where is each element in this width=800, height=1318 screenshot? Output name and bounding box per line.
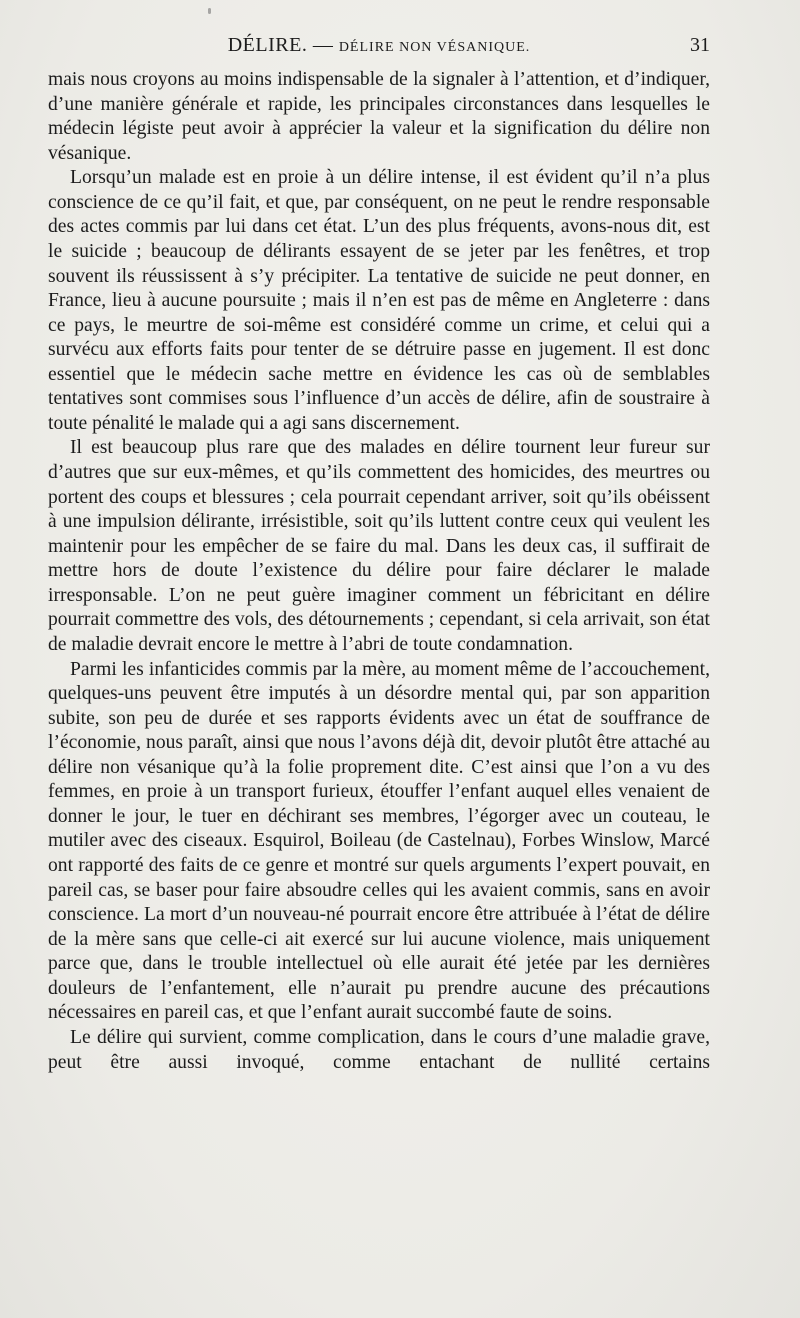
page-number: 31 — [690, 34, 710, 56]
paragraph: Lorsqu’un malade est en proie à un délire intense, il est évident qu’il n’a plus conscience de ce qu’il fait, et que, par conséquent, on ne peut le rendre responsable des actes commis par lui dans cet état. L’un des plus fréquents, avons-nous dit, est le suicide ; beaucoup de délirants essayent de se jeter par les fenêtres, et trop souvent ils réussissent à s’y précipiter. La tentative de suicide ne peut donner, en France, lieu à aucune poursuite ; mais il n’en est pas de même en Angleterre : dans ce pays, le meurtre de soi-même est considéré comme un crime, et celui qui a survécu aux efforts faits pour tenter de se détruire passe en jugement. Il est donc essentiel que le médecin sache mettre en évidence les cas où de semblables tentatives sont commises sous l’influence d’un accès de délire, afin de soustraire à toute pénalité le malade qui a agi sans discernement. — [48, 167, 710, 434]
paragraph: Le délire qui survient, comme complication, dans le cours d’une maladie grave, peut être aussi invoqué, comme entachant de nullité certains — [48, 1026, 710, 1073]
body-text — [48, 68, 710, 1075]
running-title-dash: — — [307, 34, 339, 56]
paragraph: Parmi les infanticides commis par la mère, au moment même de l’accouchement, quelques-uns peuvent être imputés à un désordre mental qui, par son apparition subite, son peu de durée et ses rapports évidents avec un état de souffrance de l’économie, nous paraît, ainsi que nous l’avons déjà dit, devoir plutôt être attaché au délire non vésanique qu’à la folie proprement dite. C’est ainsi que l’on a vu des femmes, en proie à un transport furieux, étouffer l’enfant auquel elles venaient de donner le jour, le tuer en déchirant ses membres, l’égorger avec un couteau, le mutiler avec des ciseaux. Esquirol, Boileau (de Castelnau), Forbes Winslow, Marcé ont rapporté des faits de ce genre et montré sur quels arguments l’expert pouvait, en pareil cas, se baser pour faire absoudre celles qui les avaient commis, sans en avoir conscience. La mort d’un nouveau-né pourrait encore être attribuée à l’état de délire de la mère sans que celle-ci ait exercé sur lui aucune violence, mais uniquement parce que, dans le trouble intellectuel où elle aurait été jetée par les dernières douleurs de l’enfantement, elle n’aurait pu prendre aucune des précautions nécessaires en pareil cas, et que l’enfant aurait succombé faute de soins. — [48, 658, 710, 1024]
running-title-main: DÉLIRE. — [227, 34, 308, 56]
paragraph-continuation: mais nous croyons au moins indispensable de la signaler à l’attention, et d’indiquer, d’une manière générale et rapide, les principales circonstances dans lesquelles le médecin légiste peut avoir à apprécier la valeur et la signification du délire non vésanique. — [48, 69, 710, 164]
running-header — [48, 34, 710, 62]
paragraph: Il est beaucoup plus rare que des malades en délire tournent leur fureur sur d’autres que sur eux-mêmes, et qu’ils commettent des homicides, des meurtres ou portent des coups et blessures ; cela pourrait cependant arriver, soit qu’ils obéissent à une impulsion délirante, irrésistible, soit qu’ils luttent contre ceux qui veulent les maintenir pour les empêcher de se faire du mal. Dans les deux cas, il suffirait de mettre hors de doute l’existence du délire pour faire déclarer le malade irresponsable. L’on ne peut guère imaginer comment un fébricitant en délire pourrait commettre des vols, des détournements ; cependant, si cela arrivait, son état de maladie devrait encore le mettre à l’abri de toute condamnation. — [48, 437, 710, 655]
running-title — [48, 34, 710, 57]
ink-speck — [208, 8, 211, 14]
running-title-sub: DÉLIRE NON VÉSANIQUE. — [338, 40, 531, 55]
